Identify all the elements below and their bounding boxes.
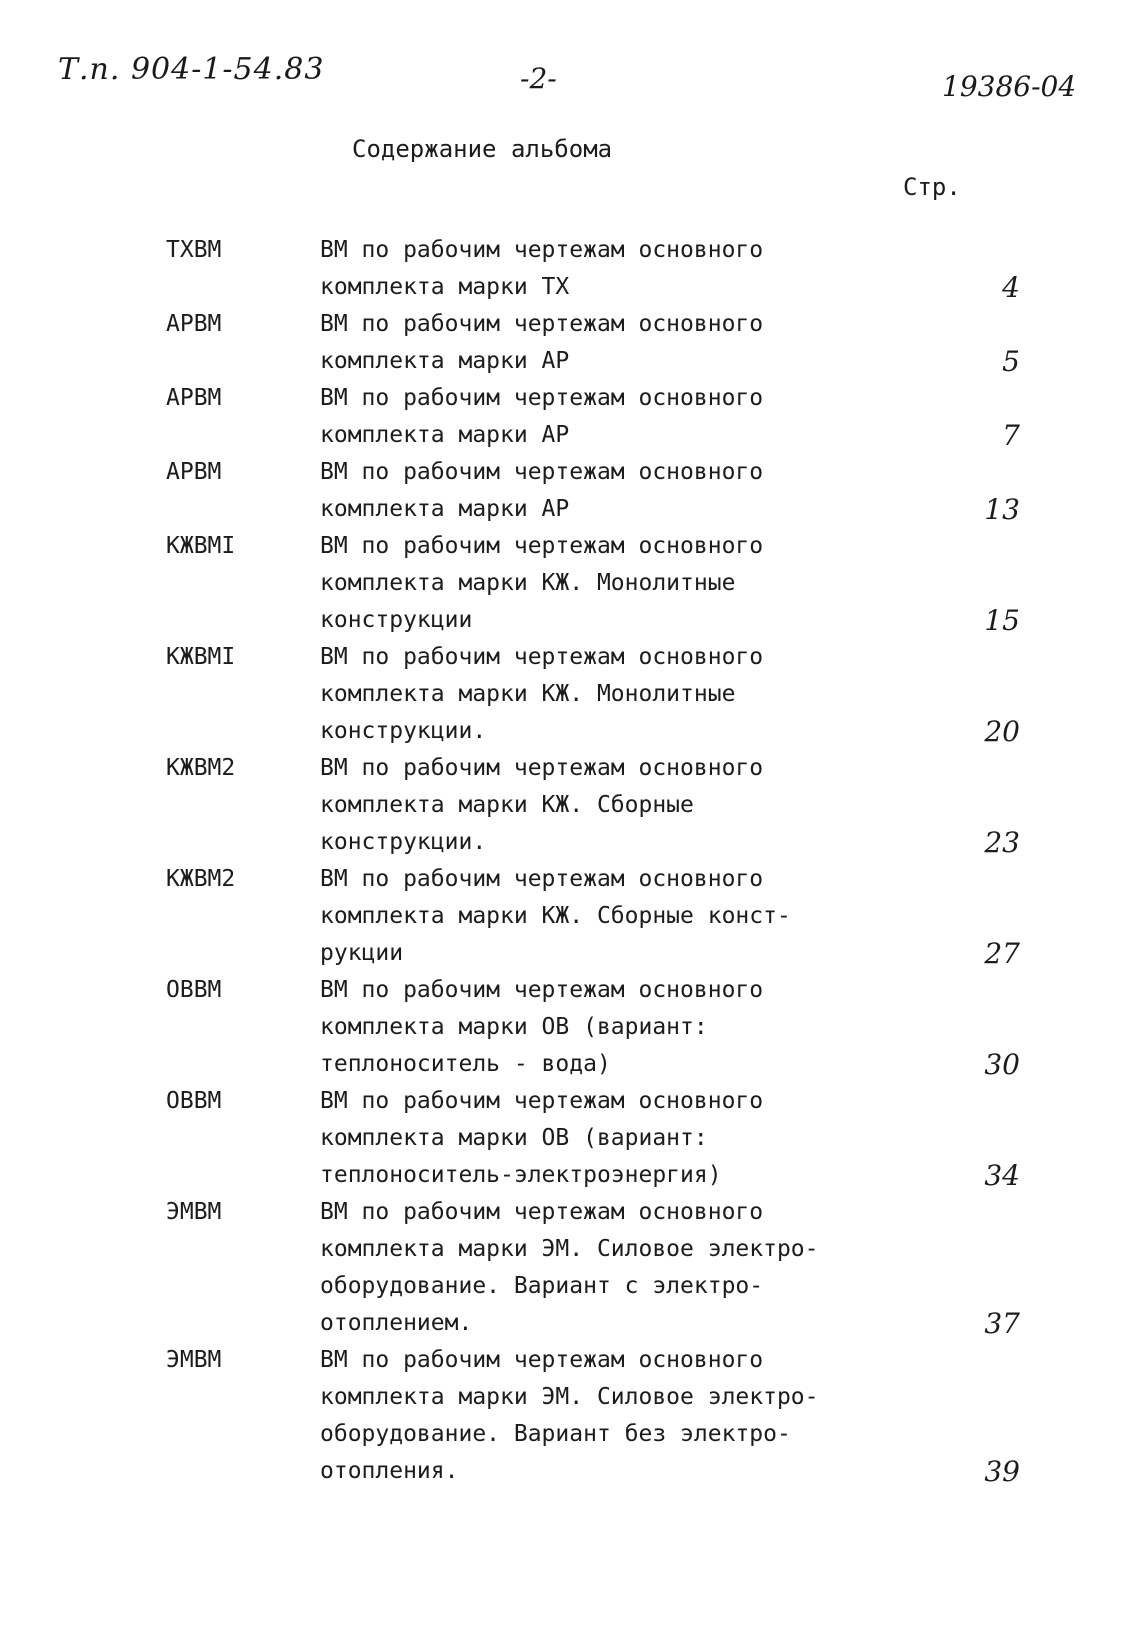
entry-description-line: ВМ по рабочим чертежам основного bbox=[320, 237, 764, 263]
entry-description-line: ВМ по рабочим чертежам основного bbox=[320, 1347, 764, 1373]
entry-description-line: комплекта марки ОВ (вариант: bbox=[320, 1014, 708, 1040]
entry-page-number: 5 bbox=[1002, 345, 1020, 378]
inventory-number: 19386-04 bbox=[942, 70, 1077, 103]
entry-description bbox=[320, 1194, 900, 1342]
entry-description-line: теплоноситель - вода) bbox=[320, 1051, 611, 1077]
entry-code: КЖВМI bbox=[166, 644, 236, 670]
entry-description-line: комплекта марки КЖ. Монолитные bbox=[320, 570, 736, 596]
page-title: Содержание альбома bbox=[352, 135, 613, 163]
entry-description bbox=[320, 1342, 900, 1490]
entry-page-number: 7 bbox=[1002, 419, 1020, 452]
entry-description bbox=[320, 232, 900, 306]
entry-description-line: оборудование. Вариант с электро- bbox=[320, 1273, 764, 1299]
entry-description bbox=[320, 528, 900, 639]
entry-page-number: 34 bbox=[984, 1159, 1020, 1192]
entry-page-number: 23 bbox=[984, 826, 1020, 859]
entry-description-line: комплекта марки АР bbox=[320, 348, 570, 374]
entry-code: ТХВМ bbox=[166, 237, 222, 263]
entry-description-line: комплекта марки КЖ. Сборные bbox=[320, 792, 694, 818]
entry-code: ЭМВМ bbox=[166, 1199, 222, 1225]
entry-page-number: 4 bbox=[1002, 271, 1020, 304]
entry-description-line: ВМ по рабочим чертежам основного bbox=[320, 1199, 764, 1225]
entry-description-line: конструкции. bbox=[320, 718, 487, 744]
entry-description-line: отоплением. bbox=[320, 1310, 473, 1336]
entry-description bbox=[320, 750, 900, 861]
entry-description-line: ВМ по рабочим чертежам основного bbox=[320, 459, 764, 485]
entry-description-line: ВМ по рабочим чертежам основного bbox=[320, 385, 764, 411]
entry-description bbox=[320, 861, 900, 972]
entry-page-number: 37 bbox=[984, 1307, 1020, 1340]
entry-code: ОВВМ bbox=[166, 1088, 222, 1114]
entry-description-line: отопления. bbox=[320, 1458, 459, 1484]
entry-description-line: комплекта марки КЖ. Сборные конст- bbox=[320, 903, 791, 929]
entry-page-number: 15 bbox=[984, 604, 1020, 637]
entry-description bbox=[320, 639, 900, 750]
page-column-label: Стр. bbox=[903, 173, 961, 201]
page-number: -2- bbox=[520, 62, 557, 95]
entry-description-line: ВМ по рабочим чертежам основного bbox=[320, 533, 764, 559]
entry-code: ОВВМ bbox=[166, 977, 222, 1003]
entry-code: КЖВМ2 bbox=[166, 866, 236, 892]
entry-code: КЖВМI bbox=[166, 533, 236, 559]
entry-description-line: комплекта марки КЖ. Монолитные bbox=[320, 681, 736, 707]
entry-description-line: теплоноситель-электроэнергия) bbox=[320, 1162, 722, 1188]
entry-description-line: ВМ по рабочим чертежам основного bbox=[320, 866, 764, 892]
entry-description-line: комплекта марки АР bbox=[320, 496, 570, 522]
entry-description-line: комплекта марки ЭМ. Силовое электро- bbox=[320, 1384, 819, 1410]
entry-description bbox=[320, 380, 900, 454]
entry-page-number: 27 bbox=[984, 937, 1020, 970]
document-code: Т.п. 904-1-54.83 bbox=[58, 52, 325, 87]
entry-description bbox=[320, 1083, 900, 1194]
entry-description-line: конструкции. bbox=[320, 829, 487, 855]
entry-description-line: оборудование. Вариант без электро- bbox=[320, 1421, 791, 1447]
entry-description bbox=[320, 454, 900, 528]
entry-page-number: 13 bbox=[984, 493, 1020, 526]
entry-description-line: ВМ по рабочим чертежам основного bbox=[320, 1088, 764, 1114]
entry-description bbox=[320, 972, 900, 1083]
entry-code: АРВМ bbox=[166, 311, 222, 337]
entry-description bbox=[320, 306, 900, 380]
entry-code: КЖВМ2 bbox=[166, 755, 236, 781]
entry-description-line: ВМ по рабочим чертежам основного bbox=[320, 311, 764, 337]
entry-description-line: комплекта марки ОВ (вариант: bbox=[320, 1125, 708, 1151]
entry-page-number: 30 bbox=[984, 1048, 1020, 1081]
entry-page-number: 20 bbox=[984, 715, 1020, 748]
entry-code: АРВМ bbox=[166, 459, 222, 485]
entry-description-line: рукции bbox=[320, 940, 404, 966]
entry-description-line: комплекта марки ТХ bbox=[320, 274, 570, 300]
entry-description-line: ВМ по рабочим чертежам основного bbox=[320, 977, 764, 1003]
entry-code: АРВМ bbox=[166, 385, 222, 411]
entry-page-number: 39 bbox=[984, 1455, 1020, 1488]
entry-description-line: комплекта марки АР bbox=[320, 422, 570, 448]
entry-description-line: ВМ по рабочим чертежам основного bbox=[320, 755, 764, 781]
entry-description-line: комплекта марки ЭМ. Силовое электро- bbox=[320, 1236, 819, 1262]
entry-description-line: конструкции bbox=[320, 607, 473, 633]
entry-description-line: ВМ по рабочим чертежам основного bbox=[320, 644, 764, 670]
entry-code: ЭМВМ bbox=[166, 1347, 222, 1373]
